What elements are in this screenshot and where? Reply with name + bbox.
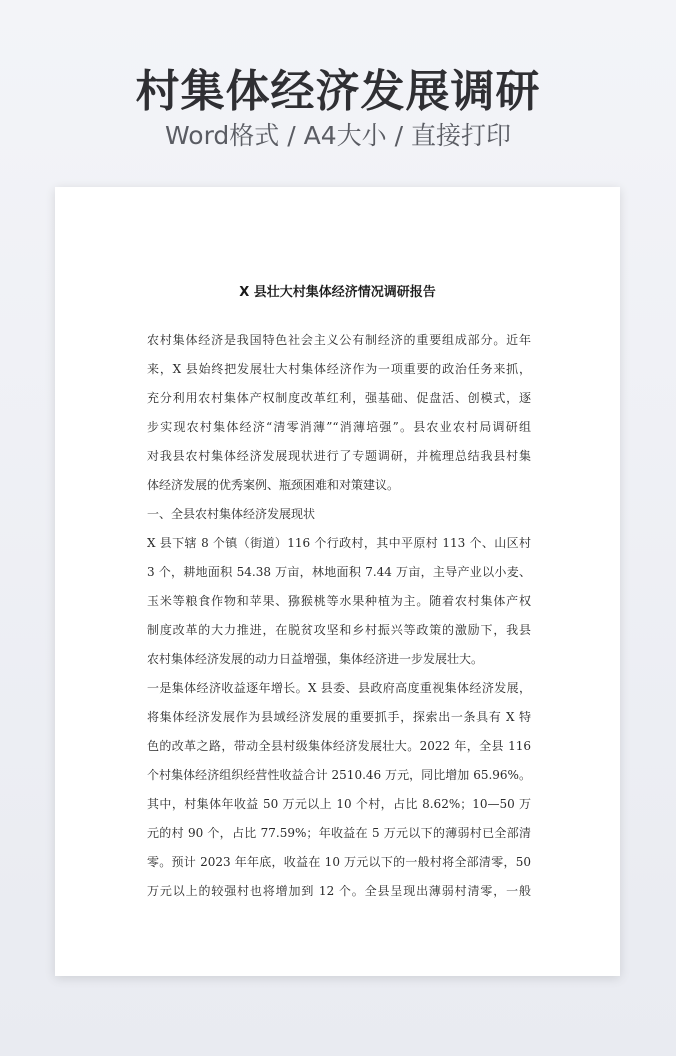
document-line: 色的改革之路，带动全县村级集体经济发展壮大。2022 年，全县 116 <box>147 739 531 753</box>
document-line: 其中，村集体年收益 50 万元以上 10 个村，占比 8.62%；10—50 万 <box>147 797 531 811</box>
document-line: 一是集体经济收益逐年增长。X 县委、县政府高度重视集体经济发展， <box>147 681 531 695</box>
document-body <box>147 326 531 906</box>
document-line: 玉米等粮食作物和苹果、猕猴桃等水果种植为主。随着农村集体产权 <box>147 594 531 608</box>
document-line: 体经济发展的优秀案例、瓶颈困难和对策建议。 <box>147 478 400 492</box>
document-line: 个村集体经济组织经营性收益合计 2510.46 万元，同比增加 65.96%。 <box>147 768 531 782</box>
document-line: 元的村 90 个，占比 77.59%；年收益在 5 万元以下的薄弱村已全部清 <box>147 826 531 840</box>
document-line: 充分利用农村集体产权制度改革红利，强基础、促盘活、创模式，逐 <box>147 391 531 405</box>
document-line: 零。预计 2023 年年底，收益在 10 万元以下的一般村将全部清零，50 <box>147 855 531 869</box>
document-line: 农村集体经济发展的动力日益增强，集体经济进一步发展壮大。 <box>147 652 484 666</box>
document-line: 制度改革的大力推进，在脱贫攻坚和乡村振兴等政策的激励下，我县 <box>147 623 531 637</box>
document-line: X 县下辖 8 个镇（街道）116 个行政村，其中平原村 113 个、山区村 <box>147 536 531 550</box>
document-line: 3 个，耕地面积 54.38 万亩，林地面积 7.44 万亩，主导产业以小麦、 <box>147 565 531 579</box>
document-page <box>55 187 620 976</box>
document-line: 步实现农村集体经济“清零消薄”“消薄培强”。县农业农村局调研组 <box>147 420 531 434</box>
banner-subtitle: Word格式 / A4大小 / 直接打印 <box>165 121 511 150</box>
banner-title: 村集体经济发展调研 <box>135 66 541 117</box>
document-line: 来，X 县始终把发展壮大村集体经济作为一项重要的政治任务来抓， <box>147 362 531 376</box>
document-line: 将集体经济发展作为县域经济发展的重要抓手，探索出一条具有 X 特 <box>147 710 531 724</box>
document-line: 农村集体经济是我国特色社会主义公有制经济的重要组成部分。近年 <box>147 333 531 347</box>
document-line: 万元以上的较强村也将增加到 12 个。全县呈现出薄弱村清零，一般 <box>147 884 531 898</box>
document-line: 一、全县农村集体经济发展现状 <box>147 507 316 521</box>
document-title: X 县壮大村集体经济情况调研报告 <box>239 285 436 300</box>
document-line: 对我县农村集体经济发展现状进行了专题调研，并梳理总结我县村集 <box>147 449 531 463</box>
